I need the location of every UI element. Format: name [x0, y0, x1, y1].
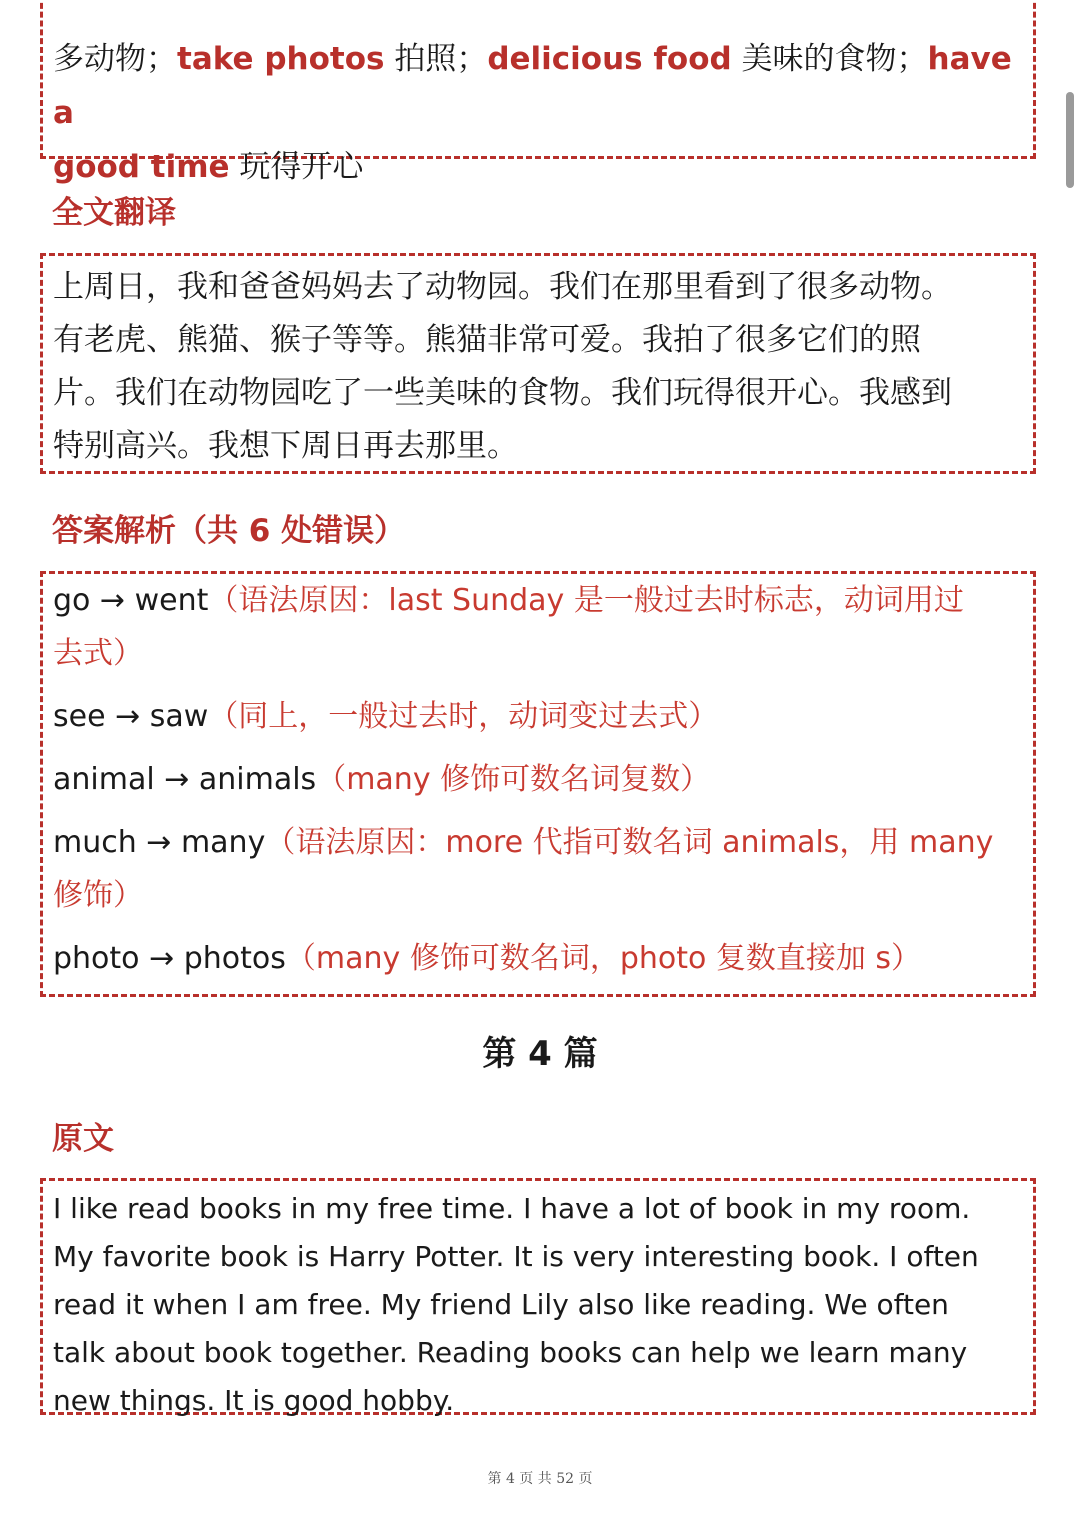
translation-line: 片。我们在动物园吃了一些美味的食物。我们玩得很开心。我感到 [53, 375, 952, 411]
answer-reason: （语法原因：more 代指可数名词 animals，用 many [265, 825, 994, 860]
vocab-text: 拍照； [384, 41, 488, 77]
answer-reason: （many 修饰可数名词，photo 复数直接加 s） [285, 941, 922, 976]
analysis-box [40, 571, 1036, 997]
translation-line: 特别高兴。我想下周日再去那里。 [53, 428, 518, 464]
original-text-box [40, 1178, 1036, 1415]
answer-fix: see → saw [53, 699, 209, 734]
chapter-title: 第 4 篇 [482, 1034, 598, 1074]
translation-line: 有老虎、熊猫、猴子等等。熊猫非常可爱。我拍了很多它们的照 [53, 322, 921, 358]
answer-reason: 修饰） [53, 878, 143, 913]
answer-reason: （many 修饰可数名词复数） [316, 762, 711, 797]
answer-item [53, 932, 1033, 985]
original-heading: 原文 [52, 1121, 114, 1157]
answer-fix: much → many [53, 825, 266, 860]
page-indicator: 第 4 页 共 52 页 [487, 1471, 593, 1487]
answer-reason: 去式） [53, 636, 143, 671]
answer-item [53, 574, 1033, 627]
vocabulary-box [40, 0, 1036, 185]
answer-reason: （同上，一般过去时，动词变过去式） [208, 699, 719, 734]
original-line: read it when I am free. My friend Lily also like reading. We often [53, 1288, 949, 1321]
answer-fix: photo → photos [53, 941, 286, 976]
answer-item [53, 816, 1033, 869]
answer-fix: animal → animals [53, 762, 317, 797]
original-line: talk about book together. Reading books can help we learn many [53, 1336, 968, 1369]
vocab-phrase: delicious food [487, 41, 732, 77]
vocab-phrase: good time [53, 149, 230, 185]
vocab-text: 玩得开心 [229, 149, 364, 185]
original-line: new things. It is good hobby. [53, 1384, 455, 1417]
translation-box [40, 253, 1036, 474]
scrollbar-thumb[interactable] [1066, 92, 1074, 188]
answer-item-continued [53, 869, 1033, 922]
vocab-text: 美味的食物； [731, 41, 928, 77]
answer-item [53, 690, 1033, 743]
answer-item [53, 753, 1033, 806]
vocab-text: 多动物； [53, 41, 177, 77]
analysis-heading: 答案解析（共 6 处错误） [52, 513, 406, 549]
vocab-phrase: have a [53, 41, 1012, 131]
answer-fix: go → went [53, 583, 209, 618]
original-line: My favorite book is Harry Potter. It is very interesting book. I often [53, 1240, 979, 1273]
vocab-line-1 [53, 32, 1033, 140]
translation-line: 上周日，我和爸爸妈妈去了动物园。我们在那里看到了很多动物。 [53, 269, 952, 305]
original-line: I like read books in my free time. I have a lot of book in my room. [53, 1192, 971, 1225]
answer-item-continued [53, 627, 1033, 680]
vocab-line-2 [53, 140, 1033, 194]
vocab-phrase: take photos [177, 41, 385, 77]
answer-reason: （语法原因：last Sunday 是一般过去时标志，动词用过 [208, 583, 964, 618]
translation-heading: 全文翻译 [52, 195, 176, 231]
